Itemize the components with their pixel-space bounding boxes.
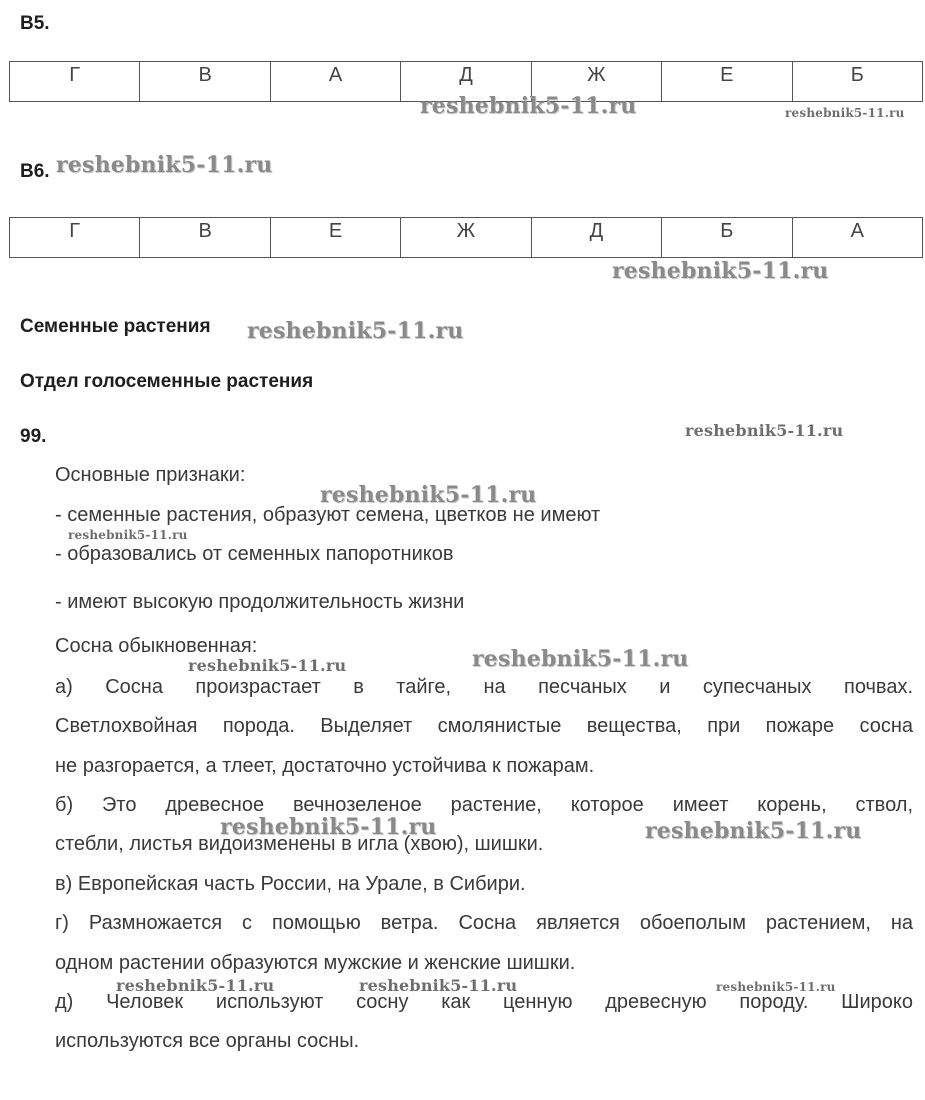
watermark: reshebnik5-11.ru	[68, 528, 188, 542]
b6-answer-table	[9, 217, 923, 258]
pine-v-line: в) Европейская часть России, на Урале, в Сибири.	[55, 873, 526, 895]
b5-cell: А	[270, 62, 400, 102]
b5-cell: Ж	[531, 62, 661, 102]
pine-g-line: г) Размножается с помощью ветра. Сосна является обоеполым растением, на	[55, 912, 913, 934]
main-features-title: Основные признаки:	[55, 464, 246, 486]
pine-d-line: д) Человек используют сосну как ценную древесную породу. Широко	[55, 991, 913, 1013]
b5-cell: Е	[662, 62, 792, 102]
b5-cell: Д	[401, 62, 531, 102]
pine-a-line: а) Сосна произрастает в тайге, на песчаных и супесчаных почвах.	[55, 676, 913, 698]
b6-cell: А	[792, 218, 922, 258]
watermark: reshebnik5-11.ru	[116, 976, 275, 995]
b6-cell: Г	[10, 218, 140, 258]
b6-heading: B6.	[20, 161, 50, 182]
watermark: reshebnik5-11.ru	[320, 482, 537, 508]
b6-cell: Ж	[401, 218, 531, 258]
watermark: reshebnik5-11.ru	[220, 814, 437, 840]
b6-cell: Б	[662, 218, 792, 258]
pine-a-line: Светлохвойная порода. Выделяет смолянистые вещества, при пожаре сосна	[55, 715, 913, 737]
pine-g-line: одном растении образуются мужские и женские шишки.	[55, 952, 576, 974]
pine-b-line: б) Это древесное вечнозеленое растение, которое имеет корень, ствол,	[55, 794, 913, 816]
b5-cell: Б	[792, 62, 922, 102]
pine-b-line: стебли, листья видоизменены в игла (хвою), шишки.	[55, 833, 544, 855]
watermark: reshebnik5-11.ru	[612, 258, 829, 284]
watermark: reshebnik5-11.ru	[56, 152, 273, 178]
b6-cell: Д	[531, 218, 661, 258]
feature-item: - образовались от семенных папоротников	[55, 543, 454, 565]
b5-heading: B5.	[20, 13, 50, 34]
task-number: 99.	[20, 426, 47, 447]
watermark: reshebnik5-11.ru	[420, 93, 637, 119]
watermark: reshebnik5-11.ru	[716, 980, 836, 994]
subsection-title: Отдел голосеменные растения	[20, 371, 314, 392]
section-title: Семенные растения	[20, 316, 211, 337]
watermark: reshebnik5-11.ru	[685, 421, 844, 440]
pine-a-line: не разгорается, а тлеет, достаточно устойчива к пожарам.	[55, 755, 595, 777]
b5-cell: Г	[10, 62, 140, 102]
feature-item: - имеют высокую продолжительность жизни	[55, 591, 465, 613]
watermark: reshebnik5-11.ru	[645, 818, 862, 844]
b6-cell: В	[140, 218, 270, 258]
watermark: reshebnik5-11.ru	[472, 646, 689, 672]
pine-title: Сосна обыкновенная:	[55, 635, 258, 657]
b5-cell: В	[140, 62, 270, 102]
pine-d-line: используются все органы сосны.	[55, 1030, 360, 1052]
watermark: reshebnik5-11.ru	[785, 106, 905, 120]
feature-item: - семенные растения, образуют семена, цветков не имеют	[55, 504, 601, 526]
watermark: reshebnik5-11.ru	[247, 318, 464, 344]
watermark: reshebnik5-11.ru	[188, 656, 347, 675]
b6-cell: Е	[270, 218, 400, 258]
watermark: reshebnik5-11.ru	[359, 976, 518, 995]
